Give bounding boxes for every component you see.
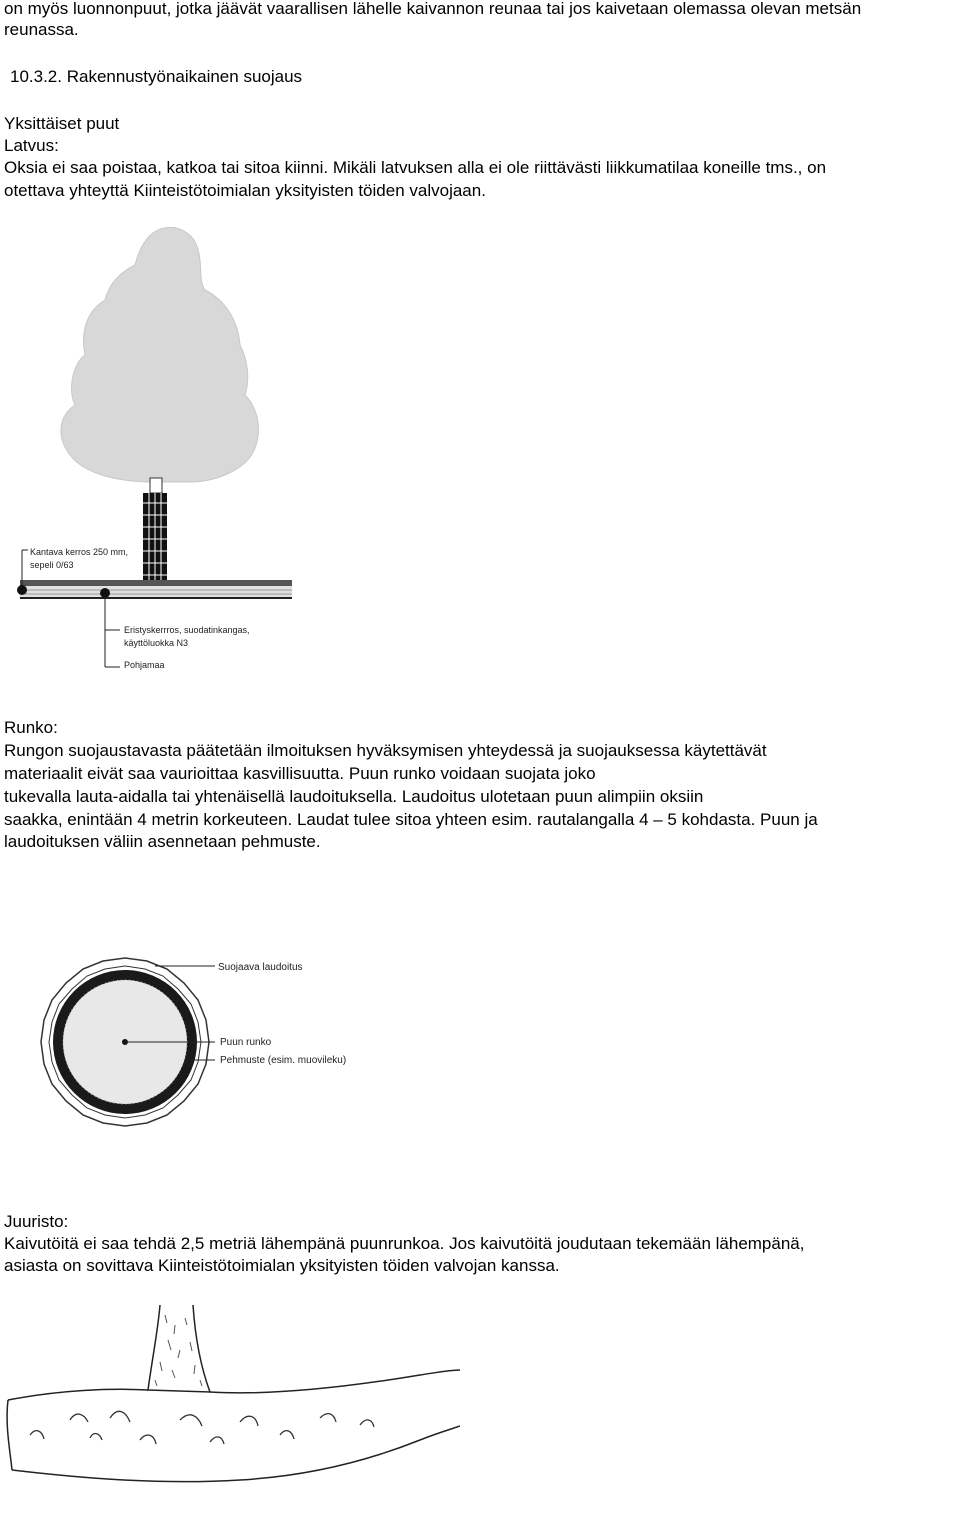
trunk-text-line-2: materiaalit eivät saa vaurioittaa kasvillisuutta. Puun runko voidaan suojata joko — [4, 764, 596, 783]
crown-label: Latvus: — [4, 136, 59, 155]
section-heading: 10.3.2. Rakennustyönaikainen suojaus — [10, 67, 303, 86]
roots-text-line-1: Kaivutöitä ei saa tehdä 2,5 metriä lähempänä puunrunkoa. Jos kaivutöitä joudutaan tekemään lähempänä, — [4, 1234, 805, 1253]
roots-text-line-2: asiasta on sovittava Kiinteistötoimialan yksityisten töiden valvojan kanssa. — [4, 1256, 560, 1275]
root-zone-figure — [0, 1300, 460, 1533]
trunk-cross-section-figure — [40, 950, 380, 1140]
crown-text-line-1: Oksia ei saa poistaa, katkoa tai sitoa kiinni. Mikäli latvuksen alla ei ole riittävästi liikkumatilaa koneille tms., on — [4, 158, 827, 177]
single-trees-heading: Yksittäiset puut — [4, 114, 120, 133]
label-subsoil: Pohjamaa — [124, 660, 165, 670]
roots-sketch — [30, 1411, 374, 1444]
trunk-text-line-3: tukevalla lauta-aidalla tai yhtenäisellä laudoituksella. Laudoitus ulotetaan puun alimpiin oksiin — [4, 787, 704, 806]
label-padding: Pehmuste (esim. muovileku) — [220, 1055, 347, 1066]
label-insulation-2: käyttöluokka N3 — [124, 638, 189, 648]
roots-label: Juuristo: — [4, 1212, 69, 1231]
trunk-text-line-5: laudoituksen väliin asennetaan pehmuste. — [4, 832, 321, 851]
label-protective-boarding: Suojaava laudoitus — [218, 962, 303, 973]
label-bearing-layer-1: Kantava kerros 250 mm, — [30, 547, 129, 557]
intro-line-1: on myös luonnonpuut, jotka jäävät vaarallisen lähelle kaivannon reunaa tai jos kaivetaan olemassa olevan metsän — [4, 0, 862, 18]
trunk-sketch — [148, 1305, 210, 1392]
intro-line-2: reunassa. — [4, 20, 79, 39]
tree-protection-figure — [0, 220, 310, 680]
crown-text-line-2: otettava yhteyttä Kiinteistötoimialan yksityisten töiden valvojaan. — [4, 181, 486, 200]
label-tree-trunk: Puun runko — [220, 1037, 272, 1048]
label-insulation-1: Eristyskerrros, suodatinkangas, — [124, 625, 250, 635]
label-bearing-layer-2: sepeli 0/63 — [30, 560, 74, 570]
trunk-label: Runko: — [4, 718, 58, 737]
bearing-layer — [20, 580, 292, 586]
trunk-text-line-1: Rungon suojaustavasta päätetään ilmoituksen hyväksymisen yhteydessä ja suojauksessa käytettävät — [4, 741, 767, 760]
trunk-text-line-4: saakka, enintään 4 metrin korkeuteen. Laudat tulee sitoa yhteen esim. rautalangalla 4 – 5 kohdasta. Puun ja — [4, 810, 818, 829]
tree-crown-shape — [61, 227, 258, 482]
